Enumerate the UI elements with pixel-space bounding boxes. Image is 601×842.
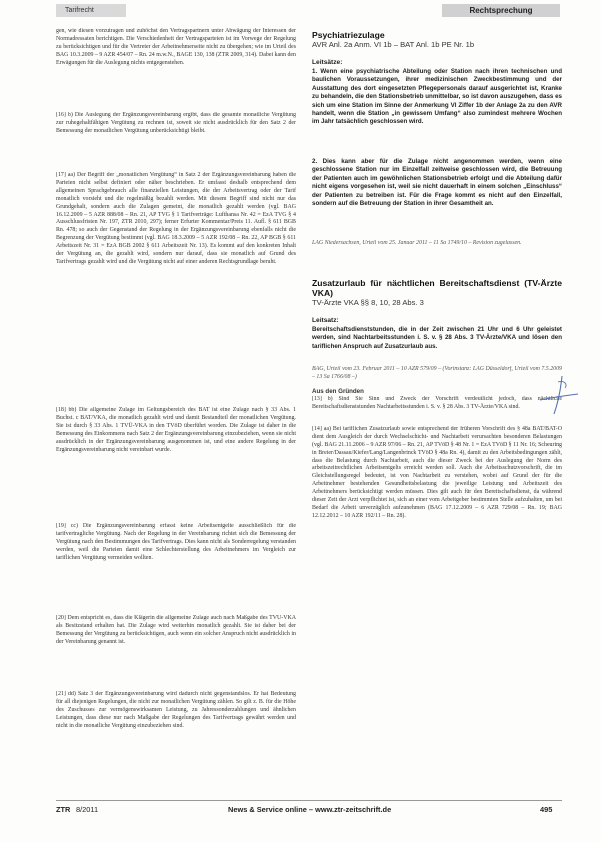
court-citation: LAG Niedersachsen, Urteil vom 25. Januar 2011 – 11 Sa 1749/10 – Revision zugelassen. bbox=[312, 240, 522, 246]
body-paragraph: [20] Dem entspricht es, dass die Klägerin die allgemeine Zulage auch nach Maßgabe des TVÜ-VKA als Besitzstand erhalten hat. Die Zulage wird weiterhin monatlich gezahlt. Sie ist daher bei der Bemessung der Vergütung zu berücksichtigen, auch wenn ein solcher Anspruch nicht ausdrücklich in der Vereinbarung genannt ist. bbox=[56, 615, 296, 645]
footer-issue: 8/2011 bbox=[76, 805, 99, 814]
footer-journal: ZTR bbox=[56, 805, 71, 814]
section-norm: AVR Anl. 2a Anm. VI 1b – BAT Anl. 1b PE Nr. 1b bbox=[312, 40, 475, 49]
left-column bbox=[56, 28, 296, 783]
section-norm: TV-Ärzte VKA §§ 8, 10, 28 Abs. 3 bbox=[312, 298, 424, 307]
court-citation: BAG, Urteil vom 23. Februar 2011 – 10 AZR 579/09 – (Vorinstanz: LAG Düsseldorf, Urteil vom 7.5.2009 – 13 Sa 1766/08 –) bbox=[312, 366, 562, 380]
leitsatz: 2. Dies kann aber für die Zulage nicht angenommen werden, wenn eine geschlossene Station nur im Einzelfall zeitweise geschlossen wird, die Betreuung der Patienten auch im gewöhnlichen Stationsbetrieb erfolgt und die Abteilung dafür nicht eigens vorgesehen ist, weil sie nicht dauerhaft in einem solchen „Einschluss“ der Patienten zu betreiben ist. Für die Frage kommt es nicht auf den Einzelfall, sondern auf die Betreuung der Station in ihrer Gesamtheit an. bbox=[312, 158, 562, 208]
right-column bbox=[312, 28, 562, 644]
body-paragraph: [18] bb) Die allgemeine Zulage im Geltungsbereich des BAT ist eine Zulage nach § 33 Abs. 1 Buchst. c BAT/VKA, die monatlich gezahlt wird und damit Bestandteil der monatlichen Vergütung. Sie ist durch § 33 Abs. 1 TVÜ-VKA in den TVöD überführt worden. Die Zulage ist daher in die Bemessung des Einkommens nach Satz 2 der Ergänzungsvereinbarung einzubeziehen, wenn sie nicht ausdrücklich in der Ergänzungsvereinbarung ausgenommen ist, und eine andere Regelung in der Ergänzungsvereinbarung nicht vereinbart wurde. bbox=[56, 407, 296, 453]
leitsatz-label: Leitsatz: bbox=[312, 317, 339, 324]
leitsatz: 1. Wenn eine psychiatrische Abteilung oder Station nach ihren technischen und baulichen Voraussetzungen, ihrer medizinischen Zweckbestimmung und der Ausstattung des dort eingesetzten Pflegepersonals darauf ausgerichtet ist, Kranke zu behandeln, die den Stationsbetrieb unmittelbar, so ist davon auszugehen, dass es sich um eine Station im Sinne der Anmerkung VI Ziffer 1b der Anlage 2a zu den AVR handelt, wenn die Station „in gewissem Umfang“ also zumindest mehrere Wochen im Jahr tatsächlich geschlossen wird. bbox=[312, 68, 562, 126]
body-paragraph: [16] b) Die Auslegung der Ergänzungsvereinbarung ergibt, dass die gesamte monatliche Vergütung zur ruhegehaltfähigen Vergütung zu rechnen ist, soweit sie nicht ausdrücklich für den Satz 2 der Bemessung der monatlichen Vergütung unberücksichtigt bleibt. bbox=[56, 112, 296, 134]
footer-page-number: 495 bbox=[540, 805, 553, 814]
footer-website: News & Service online – www.ztr-zeitschrift.de bbox=[228, 805, 392, 814]
header-category-tab: Rechtsprechung bbox=[442, 4, 560, 17]
footer-rule bbox=[56, 800, 562, 801]
body-paragraph: [19] cc) Die Ergänzungsvereinbarung erfasst keine Arbeitsentgelte ausschließlich für die tarifvertragliche Vergütung. Nach der Regelung in der Vereinbarung richtet sich die Bemessung der Vergütung nach den Bestimmungen des Tarifvertrags. Dies kann nicht als Sonderregelung verstanden werden, weil die Parteien damit eine Schlechterstellung des Arbeitnehmers im Vergleich zur tariflichen Vergütung vermeiden wollten. bbox=[56, 523, 296, 561]
section-title: Psychiatriezulage bbox=[312, 30, 385, 40]
reasons-heading: Aus den Gründen bbox=[312, 388, 364, 395]
body-paragraph: gen, wie diesen vorzutragen und zuhöchst den Vertragspartnern unter Abwägung der Interessen der Normadressaten berichtigen. Die Verschiedenheit der Vertragsparteien ist im Vorwege der Regelung zu berücksichtigen und für die Vertreter der Arbeitnehmerseite nicht zu übergehen; wie im Urteil des BAG 10.3.2009 – 9 AZR 454/07 – Rn. 24 m.w.N., BAGE 130, 138 (ZTR 2009, 314). Dabei kann den Erwägungen für die Auslegung nichts entgegenstehen. bbox=[56, 28, 296, 66]
body-paragraph: [13] b) Sind Sie Sinn und Zweck der Vorschrift verdeutlicht jedoch, dass nächtliche Bereitschaftsdienststunden Nachtarbeitsstunden i. S. v. § 28 Abs. 3 TV-Ärzte/VKA sind. bbox=[312, 395, 562, 410]
section-title: Zusatzurlaub für nächtlichen Bereitschaftsdienst (TV-Ärzte VKA) bbox=[312, 278, 562, 298]
body-paragraph: [17] aa) Der Begriff der „monatlichen Vergütung“ in Satz 2 der Ergänzungsvereinbarung haben die Parteien nicht selbst definiert oder näher beschrieben. Er umfasst deshalb entsprechend dem allgemeinen Sprachgebrauch alle finanziellen Leistungen, die der Arbeitsvertrag oder der Tarif monatlich vorsieht und die regelmäßig bezahlt werden. Mit diesem Begriff sind nicht nur das Grundgehalt, sondern auch die Zulagen gemeint, die monatlich gezahlt werden (vgl. BAG 16.12.2009 – 5 AZR 888/08 – Rn. 21, AP TVG § 1 Tarifverträge: Lufthansa Nr. 42 = EzA TVG § 4 Ausschlussfristen Nr. 197, ZTR 2010, 297); ferner Erfurter Kommentar/Preis 11. Aufl. § 611 BGB Rn. 478; so auch der Gegenstand der Regelung in der Ergänzungsvereinbarung ebenfalls nicht die Begrenzung der Vergütung bestimmt (vgl. BAG 18.3.2009 – 5 AZR 192/08 – Rn. 22, AP BGB § 611 Arbeitszeit Nr. 31 = EzA BGB 2002 § 611 Arbeitszeit Nr. 13). Es kommt auf den konkreten Inhalt der Vergütung an, die gezahlt wird, sondern nur darauf, dass sie monatlich auf Grund des Tarifvertrags gezahlt wird und die Vergütung nicht auf einer anderen Rechtsgrundlage beruht. bbox=[56, 172, 296, 265]
body-paragraph: [21] dd) Satz 3 der Ergänzungsvereinbarung wird dadurch nicht gegenstandslos. Er hat Bedeutung für all diejenigen Regelungen, die nicht zur monatlichen Vergütung zählen. So gilt z. B. für die Höhe des Zuschusses zur vermögenswirksamen Leistung, zu Jahressonderzahlungen und ähnlichen Leistungen, dass diese nur nach Maßgabe der Regelungen des Tarifvertrags gewährt werden und nicht in die monatliche Vergütung einzubeziehen sind. bbox=[56, 691, 296, 729]
leitsaetze-label: Leitsätze: bbox=[312, 59, 343, 66]
leitsatz: Bereitschaftsdienststunden, die in der Zeit zwischen 21 Uhr und 6 Uhr geleistet werden, sind Nachtarbeitsstunden i. S. v. § 28 Abs. 3 TV-Ärzte/VKA und lösen den tariflichen Anspruch auf Zusatzurlaub aus. bbox=[312, 326, 562, 350]
header-section-tab: Tarifrecht bbox=[56, 4, 126, 17]
handwritten-mark bbox=[532, 372, 582, 418]
body-paragraph: [14] aa) Bei tariflichen Zusatzurlaub sowie entsprechend der früheren Vorschrift des § 48a BAT/BAT-O dient dem Ausgleich der durch Wechselschicht- und Nachtarbeit verursachten besonderen Belastungen (vgl. BAG 21.11.2006 – 9 AZR 97/06 – Rn. 21, AP TVöD § 48 Nr. 1 = EzA TVöD § 11 Nr. 16; Scheuring in Breier/Dassau/Kiefer/Lang/Langenbrinck TVöD § 48a Rn. 4), damit zu den Arbeitsbedingungen zählt, dass die Belastung durch Nachtarbeit, auch die dieser Zweck bei der Auslegung der Norm des arbeitszeitrechtlichen Arbeitsentgelts erreicht werden soll. Auch die Arbeitsschutzvorschrift, die im Gleichstellungsregel bedeutet, ist von Nachtarbeit zu verstehen, wobei auf Grund der für die Arbeitnehmer bestehenden Gesundheitsbelastung die jeweilige Leistung und Arbeitszeit des Arbeitnehmers berücksichtigt werden müssen. Dies gilt auch für den Bereitschaftsdienst, da während dieser Zeit der Arzt verpflichtet ist, sich an einer vom Arbeitgeber bestimmten Stelle aufzuhalten, um bei Bedarf die Arbeit unverzüglich aufzunehmen (BAG 17.12.2009 – 6 AZR 729/08 – Rn. 19; BAG 12.12.2012 – 10 AZR 192/11 – Rn. 28). bbox=[312, 425, 562, 519]
